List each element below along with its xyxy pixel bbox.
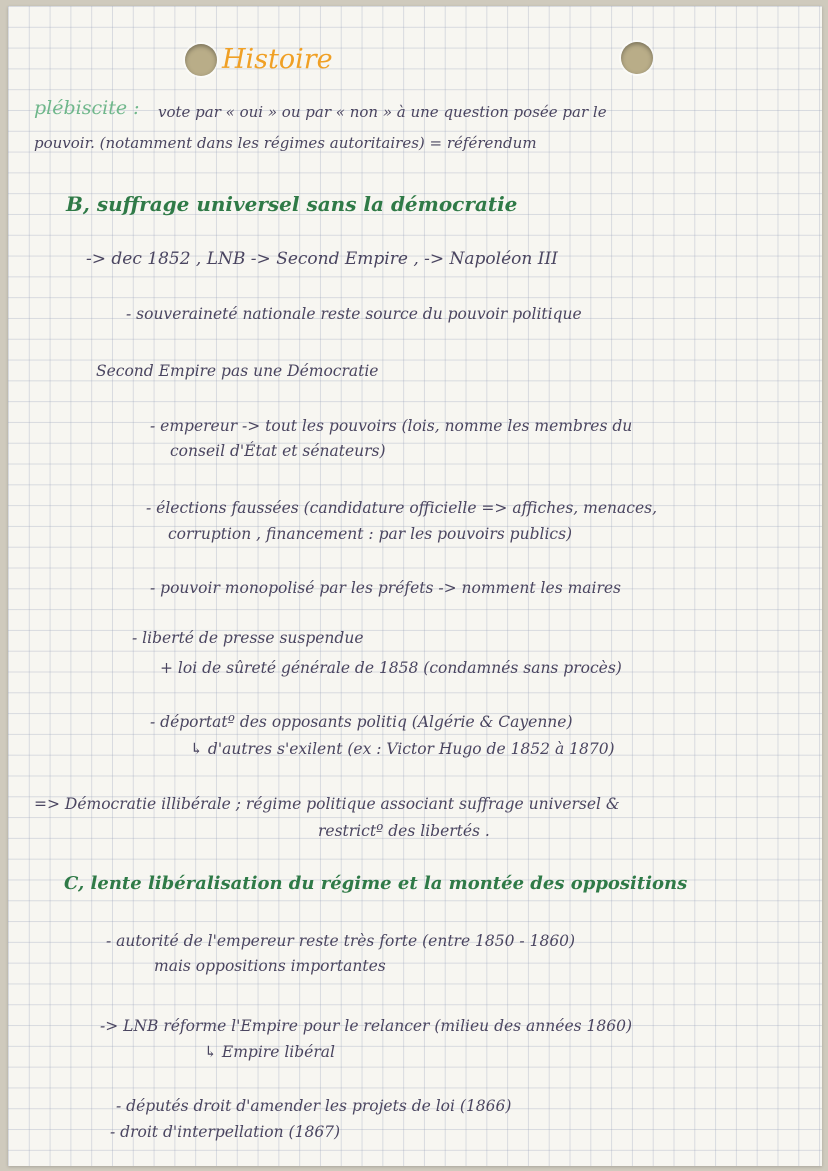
page-title: Histoire bbox=[222, 44, 333, 75]
section-b-line-8a: - déportatº des opposants politiq (Algérie & Cayenne) bbox=[150, 713, 573, 731]
section-b-line-2: - souveraineté nationale reste source du pouvoir politique bbox=[126, 305, 582, 323]
section-b-line-4a: - empereur -> tout les pouvoirs (lois, nomme les membres du bbox=[150, 417, 633, 435]
section-c-line-1a: - autorité de l'empereur reste très forte (entre 1850 - 1860) bbox=[106, 932, 576, 950]
section-b-line-7a: - liberté de presse suspendue bbox=[132, 629, 364, 647]
section-c-line-2b: ↳ Empire libéral bbox=[204, 1043, 335, 1061]
section-c-line-2a: -> LNB réforme l'Empire pour le relancer (milieu des années 1860) bbox=[100, 1017, 632, 1035]
section-c-heading: C, lente libéralisation du régime et la montée des oppositions bbox=[64, 873, 688, 894]
section-b-heading: B, suffrage universel sans la démocratie bbox=[66, 192, 518, 216]
section-b-line-3: Second Empire pas une Démocratie bbox=[96, 362, 379, 380]
binder-hole-left bbox=[185, 44, 217, 76]
section-b-line-4b: conseil d'État et sénateurs) bbox=[170, 442, 386, 460]
section-b-line-5a: - élections faussées (candidature officielle => affiches, menaces, bbox=[146, 499, 657, 517]
binder-hole-right bbox=[621, 42, 653, 74]
notebook-page bbox=[8, 6, 822, 1166]
section-b-line-8b: ↳ d'autres s'exilent (ex : Victor Hugo de 1852 à 1870) bbox=[190, 740, 615, 758]
section-b-line-5b: corruption , financement : par les pouvoirs publics) bbox=[168, 525, 573, 543]
definition-line-1: vote par « oui » ou par « non » à une question posée par le bbox=[158, 103, 607, 121]
section-c-line-4: - droit d'interpellation (1867) bbox=[110, 1123, 341, 1141]
section-b-line-7b: + loi de sûreté générale de 1858 (condamnés sans procès) bbox=[160, 659, 622, 677]
section-c-line-3: - députés droit d'amender les projets de loi (1866) bbox=[116, 1097, 512, 1115]
section-b-conclusion-2: restrictº des libertés . bbox=[318, 822, 490, 840]
definition-line-2: pouvoir. (notamment dans les régimes autoritaires) = référendum bbox=[34, 134, 537, 152]
section-b-line-6: - pouvoir monopolisé par les préfets -> nomment les maires bbox=[150, 579, 622, 597]
section-b-conclusion-1: => Démocratie illibérale ; régime politique associant suffrage universel & bbox=[34, 795, 620, 813]
section-b-line-1: -> dec 1852 , LNB -> Second Empire , -> Napoléon III bbox=[86, 249, 558, 269]
definition-term: plébiscite : bbox=[34, 97, 140, 119]
section-c-line-1b: mais oppositions importantes bbox=[154, 957, 386, 975]
